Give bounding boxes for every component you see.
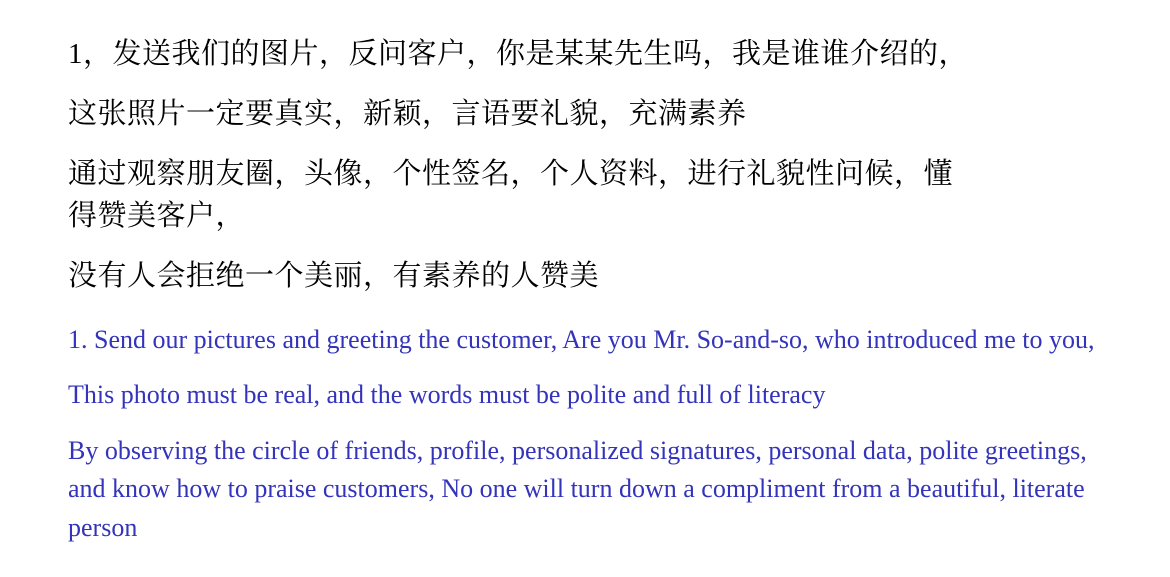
chinese-paragraph-2: 这张照片一定要真实，新颖，言语要礼貌，充满素养: [68, 98, 747, 131]
english-paragraph-1: 1. Send our pictures and greeting the customer, Are you Mr. So-and-so, who introduced me to you,: [68, 324, 1095, 354]
english-paragraph-3: By observing the circle of friends, profile, personalized signatures, personal data, polite greetings, and know how to praise customers, No one will turn down a compliment from a beautiful, literate person: [68, 435, 1087, 542]
english-paragraph-2: This photo must be real, and the words must be polite and full of literacy: [68, 380, 826, 410]
chinese-paragraph-4: 得赞美客户，: [68, 199, 246, 232]
english-text-block: [68, 321, 1108, 547]
chinese-paragraph-1: 1，发送我们的图片，反问客户，你是某某先生吗，我是谁谁介绍的，: [68, 38, 969, 70]
chinese-paragraph-5: 没有人会拒绝一个美丽，有素养的人赞美: [68, 259, 600, 292]
chinese-text-block: [68, 34, 1108, 297]
chinese-paragraph-3: 通过观察朋友圈，头像，个性签名，个人资料，进行礼貌性问候，懂: [68, 158, 954, 191]
